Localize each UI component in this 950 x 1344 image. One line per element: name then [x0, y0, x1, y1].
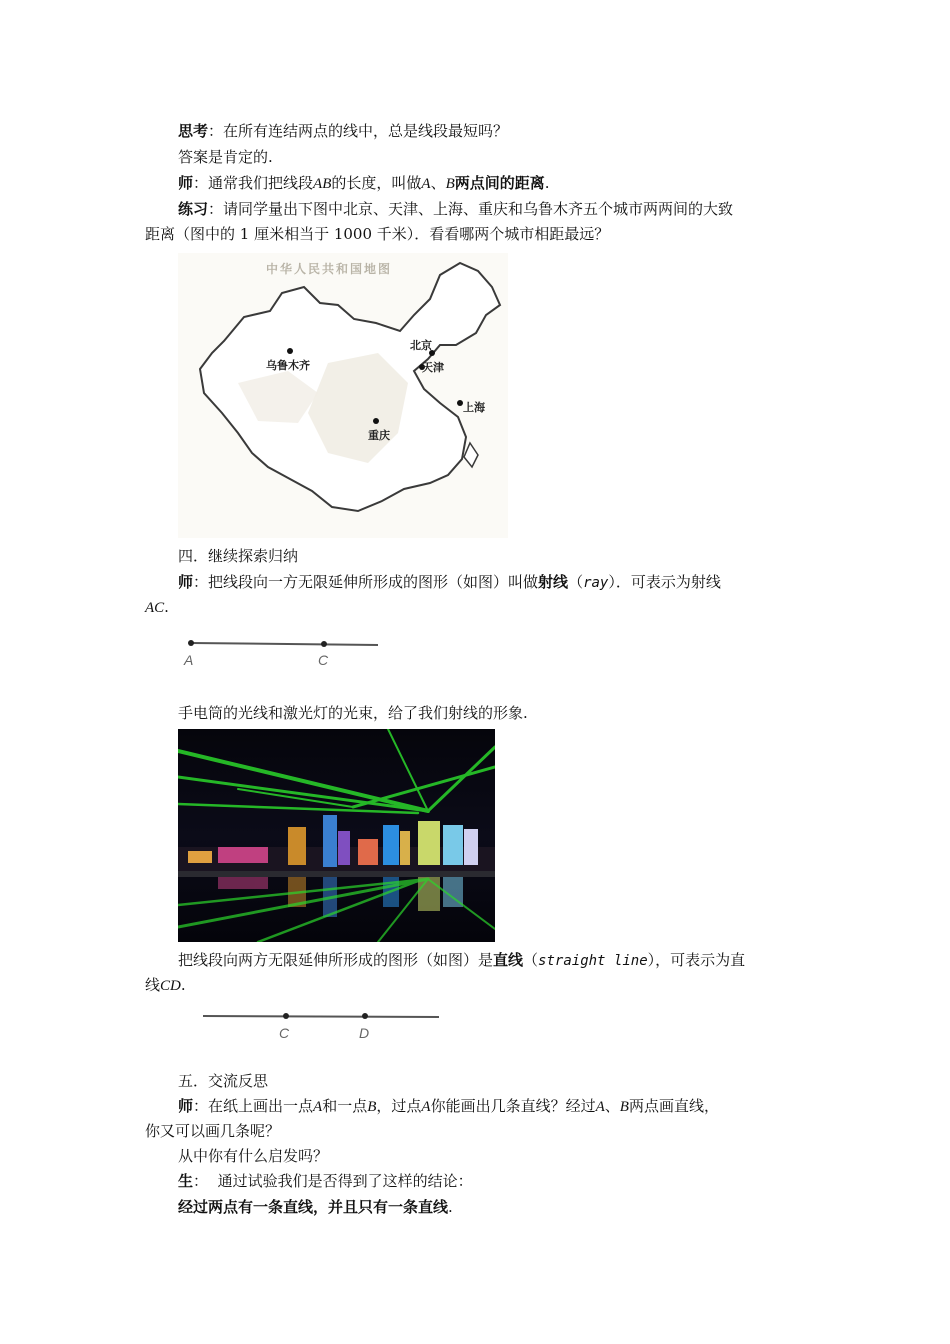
- china-map-figure: [178, 253, 508, 538]
- tianjin-label: 天津: [422, 362, 444, 374]
- urumqi-label: 乌鲁木齐: [266, 360, 310, 372]
- inspire-text: 从中你有什么启发吗？: [178, 1147, 329, 1165]
- teacher-label: 师: [178, 1097, 194, 1115]
- line-svg: [195, 1003, 445, 1048]
- point-a: [188, 640, 194, 646]
- shanghai-label: 上海: [463, 402, 485, 414]
- teacher-label: 师: [178, 174, 194, 192]
- exercise-label: 练习: [178, 200, 209, 218]
- teacher-paragraph-2: 师：把线段向一方无限延伸所形成的图形（如图）叫做射线（ray）．可表示为射线: [178, 573, 721, 591]
- laser-city-photo: [178, 729, 495, 942]
- point-d: [362, 1013, 368, 1019]
- flashlight-text: 手电筒的光线和激光灯的光束，给了我们射线的形象.: [178, 704, 528, 722]
- conclusion-statement: 经过两点有一条直线，并且只有一条直线.: [178, 1198, 453, 1216]
- shoreline: [178, 871, 495, 877]
- label-d: D: [359, 1025, 370, 1041]
- distance-term: 两点间的距离: [454, 174, 545, 192]
- teacher-paragraph-2-cont: AC.: [145, 598, 169, 616]
- chongqing-dot: [373, 418, 379, 424]
- think-paragraph: 思考：在所有连结两点的线中，总是线段最短吗？: [178, 122, 509, 140]
- line-cd-figure: [195, 1003, 445, 1048]
- line-definition-cont: 线CD.: [145, 976, 186, 994]
- teacher-label: 师: [178, 573, 194, 591]
- line-term: 直线: [493, 951, 524, 969]
- student-paragraph: 生： 通过试验我们是否得到了这样的结论：: [178, 1172, 473, 1190]
- label-c: C: [318, 652, 329, 668]
- teacher-paragraph-3-cont: 你又可以画几条呢？: [145, 1122, 281, 1140]
- think-label: 思考: [178, 122, 209, 140]
- answer-text: 答案是肯定的.: [178, 148, 273, 166]
- exercise-line-1: 练习：请同学量出下图中北京、天津、上海、重庆和乌鲁木齐五个城市两两间的大致: [178, 200, 734, 218]
- think-text: 在所有连结两点的线中，总是线段最短吗？: [223, 122, 509, 140]
- chongqing-label: 重庆: [368, 430, 390, 442]
- label-c: C: [279, 1025, 290, 1041]
- china-map-svg: [178, 253, 508, 538]
- laser-svg: [178, 729, 495, 942]
- teacher-paragraph-1: 师：通常我们把线段AB的长度，叫做A、B两点间的距离.: [178, 174, 550, 192]
- student-label: 生: [178, 1172, 194, 1190]
- urumqi-dot: [287, 348, 293, 354]
- point-c: [283, 1013, 289, 1019]
- beijing-label: 北京: [410, 340, 432, 352]
- point-c: [321, 641, 327, 647]
- section-4-heading: 四．继续探索归纳: [178, 547, 299, 565]
- ray-svg: [178, 630, 398, 675]
- map-title: 中华人民共和国地图: [266, 262, 393, 276]
- straight-line: [203, 1016, 439, 1017]
- ray-line: [191, 643, 378, 645]
- section-5-heading: 五．交流反思: [178, 1072, 269, 1090]
- teacher-paragraph-3: 师：在纸上画出一点A和一点B，过点A你能画出几条直线？经过A、B两点画直线，: [178, 1097, 719, 1115]
- ray-ac-figure: [178, 630, 398, 675]
- taiwan-outline: [464, 443, 478, 467]
- exercise-line-2: 距离（图中的 1 厘米相当于 1000 千米）．看看哪两个城市相距最远？: [145, 225, 610, 243]
- label-a: A: [184, 652, 194, 668]
- ray-term: 射线: [538, 573, 569, 591]
- line-definition: 把线段向两方无限延伸所形成的图形（如图）是直线（straight line），可表示为直: [178, 951, 746, 969]
